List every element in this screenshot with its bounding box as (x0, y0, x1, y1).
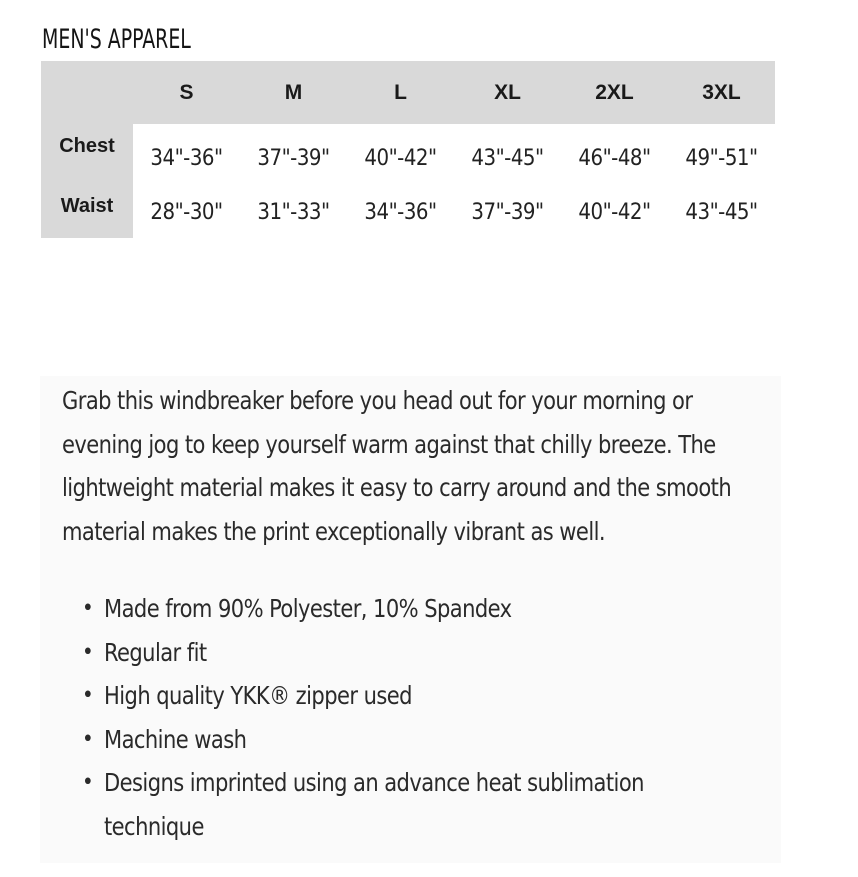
feature-list-item (82, 631, 742, 675)
feature-list (82, 587, 742, 848)
size-header-row (41, 61, 775, 124)
bullet-icon: • (82, 726, 94, 752)
bullet-icon: • (82, 770, 94, 795)
waist-row (41, 185, 775, 238)
chest-cell-m: 37"-39" (240, 124, 347, 185)
size-header-l: L (347, 61, 454, 124)
size-chart-table (41, 61, 775, 238)
size-header-m: M (240, 61, 347, 124)
waist-cell-2xl: 40"-42" (561, 185, 668, 238)
waist-cell-3xl: 43"-45" (668, 185, 775, 238)
bullet-icon: • (82, 596, 94, 621)
size-header-s: S (133, 61, 240, 124)
chest-row-label: Chest (41, 124, 133, 185)
bullet-icon: • (82, 639, 94, 665)
waist-cell-l: 34"-36" (347, 185, 454, 238)
feature-list-item (82, 587, 742, 631)
table-corner-cell (41, 61, 133, 124)
size-header-3xl: 3XL (668, 61, 775, 124)
bullet-icon: • (82, 683, 94, 708)
chest-cell-l: 40"-42" (347, 124, 454, 185)
chest-cell-xl: 43"-45" (454, 124, 561, 185)
chest-cell-s: 34"-36" (133, 124, 240, 185)
feature-text: Designs imprinted using an advance heat sublimation technique (104, 768, 644, 841)
feature-text: Made from 90% Polyester, 10% Spandex (104, 594, 512, 623)
product-description-panel (40, 376, 781, 863)
waist-cell-xl: 37"-39" (454, 185, 561, 238)
feature-text: Regular fit (104, 637, 207, 667)
feature-list-item (82, 718, 742, 762)
feature-text: High quality YKK® zipper used (104, 681, 412, 710)
chest-cell-2xl: 46"-48" (561, 124, 668, 185)
waist-row-label: Waist (41, 185, 133, 238)
section-title: MEN'S APPAREL (42, 24, 191, 55)
feature-text: Machine wash (104, 724, 247, 754)
feature-list-item (82, 761, 742, 848)
waist-cell-s: 28"-30" (133, 185, 240, 238)
chest-row (41, 124, 775, 185)
waist-cell-m: 31"-33" (240, 185, 347, 238)
size-header-xl: XL (454, 61, 561, 124)
chest-cell-3xl: 49"-51" (668, 124, 775, 185)
product-description-text: Grab this windbreaker before you head out for your morning or evening jog to keep yourself warm against that chilly breeze. The lightweight material makes it easy to carry around and the smooth material makes the print exceptionally vibrant as well. (62, 386, 732, 546)
feature-list-item (82, 674, 742, 718)
size-header-2xl: 2XL (561, 61, 668, 124)
